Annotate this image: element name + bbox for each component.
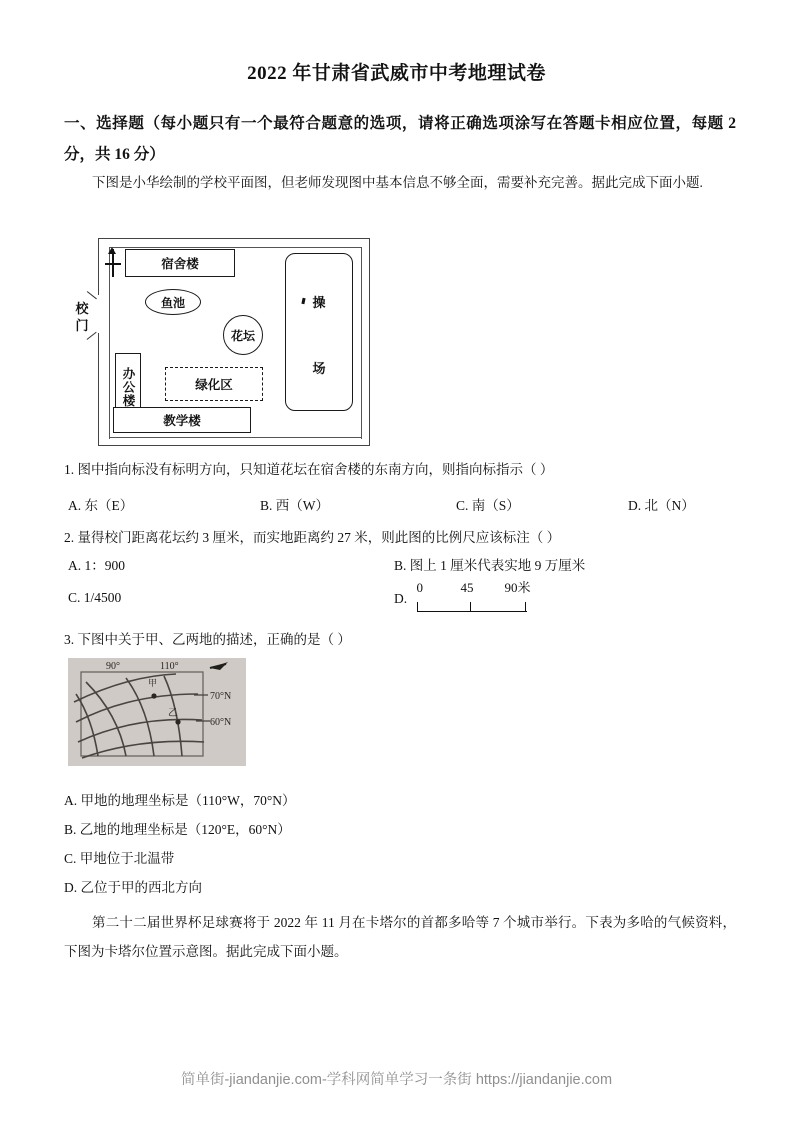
question-3-stem: 3. 下图中关于甲、乙两地的描述，正确的是（ ）: [64, 632, 351, 647]
q1-option-b[interactable]: B. 西（W）: [260, 498, 329, 513]
q1-option-c[interactable]: C. 南（S）: [456, 498, 520, 513]
map-label-teaching-building: 教学楼: [113, 407, 251, 433]
map-area-playground: [285, 253, 353, 411]
q2-option-d[interactable]: [394, 580, 535, 614]
passage-school-plan: 下图是小华绘制的学校平面图，但老师发现图中基本信息不够全面，需要补充完善。据此完成下面小题.: [92, 175, 703, 190]
map-label-school-gate: 校门: [75, 301, 89, 333]
svg-text:乙: 乙: [168, 708, 178, 719]
scalebar-label-90: 90米: [504, 580, 531, 595]
direction-indicator-icon: [105, 247, 121, 279]
scale-bar-graphic: [416, 580, 535, 612]
map-label-dormitory: 宿舍楼: [125, 249, 235, 277]
school-gate-opening: [97, 295, 101, 333]
gate-line-upper-icon: [87, 291, 97, 299]
footer-watermark: 简单街-jiandanjie.com-学科网简单学习一条街 https://jiandanjie.com: [180, 1072, 613, 1088]
svg-text:110°: 110°: [160, 661, 179, 672]
page-title: 2022 年甘肃省武威市中考地理试卷: [247, 63, 546, 84]
map-label-office-building: 办公楼: [115, 353, 141, 421]
q1-option-d[interactable]: D. 北（N）: [628, 498, 695, 513]
svg-text:90°: 90°: [106, 661, 120, 672]
q2-option-b[interactable]: B. 图上 1 厘米代表实地 9 万厘米: [394, 558, 586, 573]
q2-option-c[interactable]: C. 1/4500: [68, 590, 122, 605]
svg-text:甲: 甲: [148, 678, 158, 688]
scalebar-tick-90: [525, 602, 527, 611]
scalebar-tick-0: [417, 602, 419, 611]
scalebar-label-0: 0: [416, 580, 423, 595]
map-label-playground-char2: 场: [312, 361, 326, 376]
section-heading: 一、选择题（每小题只有一个最符合题意的选项，请将正确选项涂写在答题卡相应位置，每题 2 分，共 16 分）: [64, 115, 736, 163]
question-2-stem: 2. 量得校门距离花坛约 3 厘米，而实地距离约 27 米，则此图的比例尺应该标注（ ）: [64, 530, 561, 545]
q2-option-d-letter: D.: [394, 591, 408, 607]
scalebar-label-45: 45: [460, 580, 474, 595]
svg-text:60°N: 60°N: [210, 717, 232, 728]
school-plan-figure: [98, 238, 370, 446]
map-label-playground-char1: 操: [312, 295, 326, 310]
coordinate-grid-figure: [68, 658, 246, 766]
q3-option-d[interactable]: D. 乙位于甲的西北方向: [64, 880, 202, 895]
passage-world-cup: 第二十二届世界杯足球赛将于 2022 年 11 月在卡塔尔的首都多哈等 7 个城市举行。下表为多哈的气候资料，下图为卡塔尔位置示意图。据此完成下面小题。: [64, 915, 736, 959]
playground-marker-icon: [301, 298, 305, 304]
question-3-options: [64, 786, 296, 902]
q3-option-c[interactable]: C. 甲地位于北温带: [64, 851, 175, 866]
plan-wall-right: [361, 247, 362, 439]
map-label-green-area: 绿化区: [165, 367, 263, 401]
q2-option-a[interactable]: A. 1：900: [68, 558, 125, 573]
map-label-flower-bed: 花坛: [223, 315, 263, 355]
q3-option-a[interactable]: A. 甲地的地理坐标是（110°W，70°N）: [64, 793, 296, 808]
scalebar-tick-45: [470, 602, 472, 611]
q1-option-a[interactable]: A. 东（E）: [68, 498, 134, 513]
svg-text:70°N: 70°N: [210, 691, 232, 702]
plan-wall-bottom: [109, 437, 361, 438]
question-1-stem: 1. 图中指向标没有标明方向，只知道花坛在宿舍楼的东南方向，则指向标指示（ ）: [64, 462, 554, 477]
q3-option-b[interactable]: B. 乙地的地理坐标是（120°E，60°N）: [64, 822, 291, 837]
map-label-fish-pond: 鱼池: [145, 289, 201, 315]
